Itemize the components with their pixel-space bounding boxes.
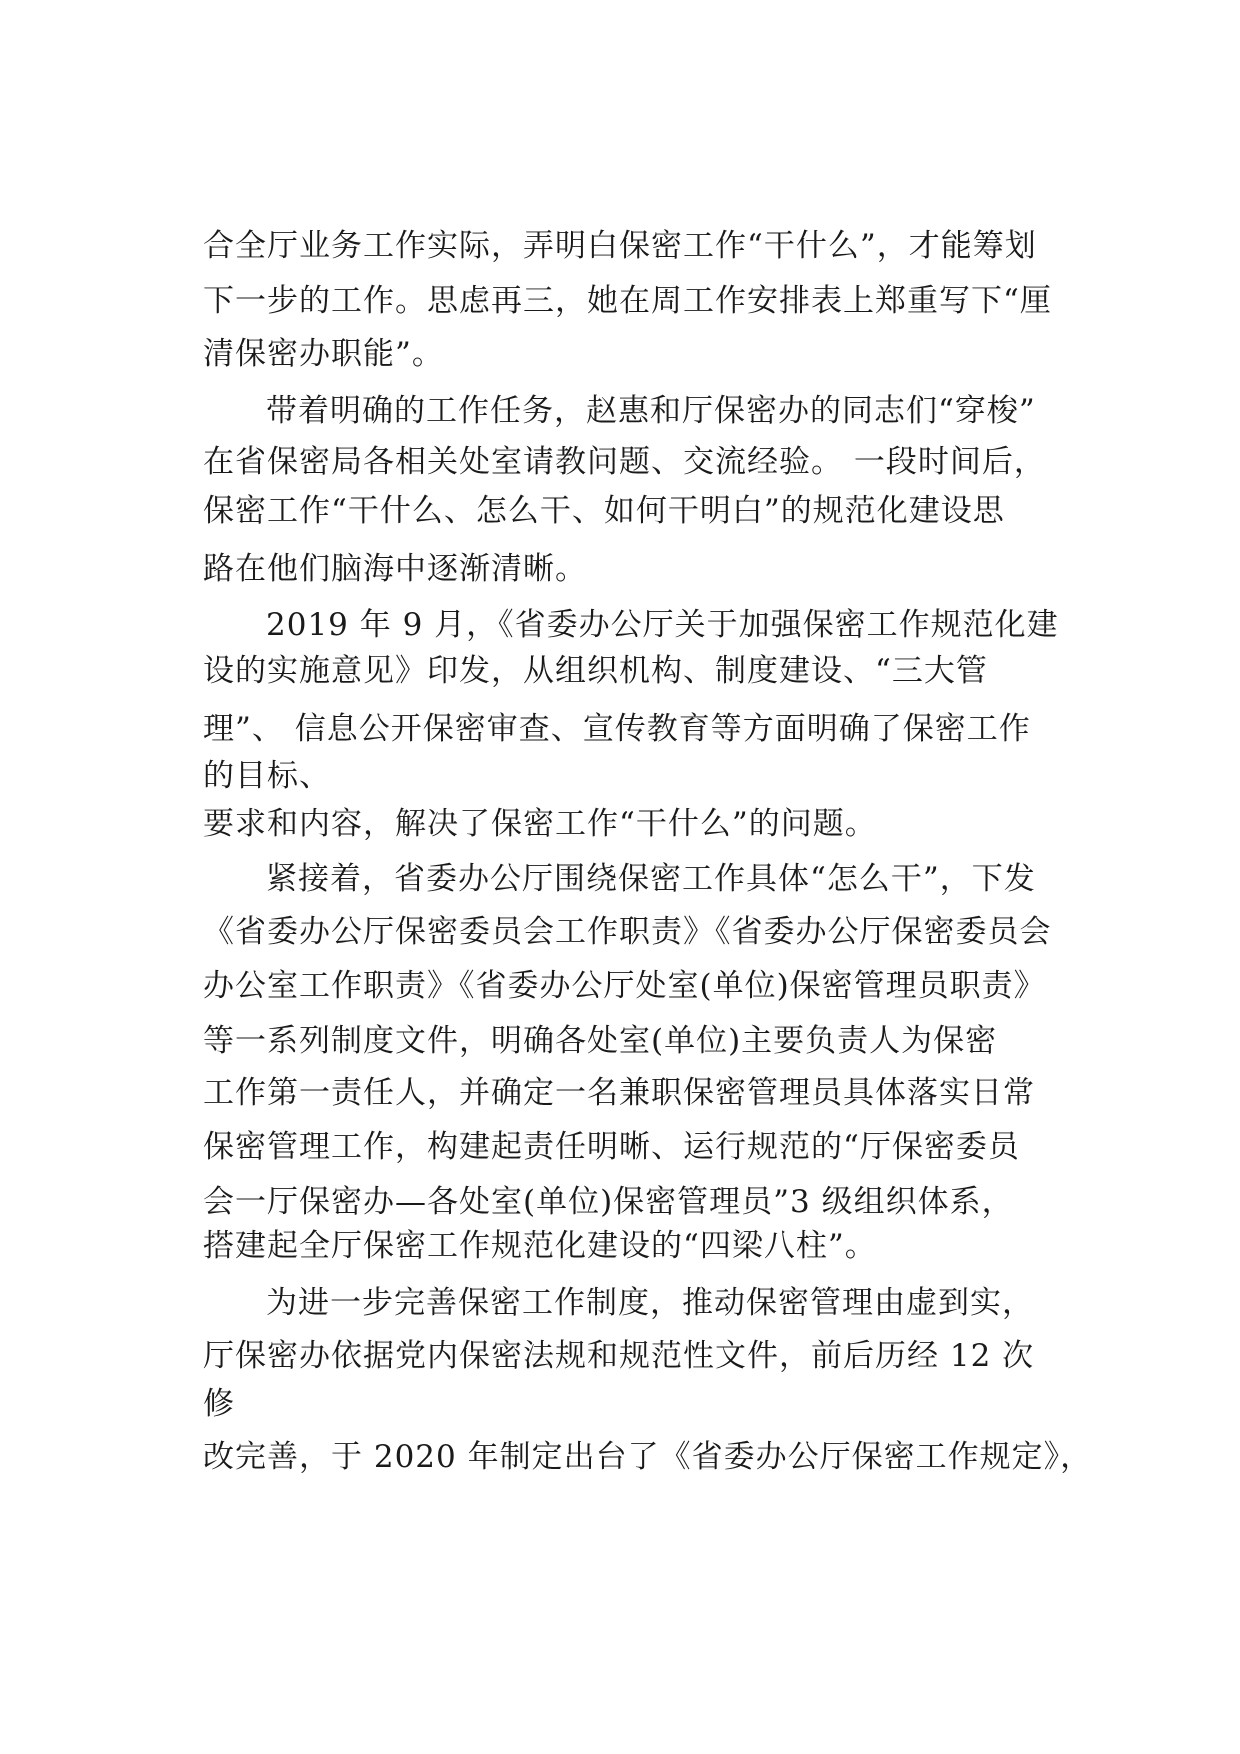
paragraph-start: 2019 年 9 月，《省委办公厅关于加强保密工作规范化建: [266, 607, 1059, 643]
body-text-line: 路在他们脑海中逐渐清晰。: [203, 551, 587, 587]
body-text-line: 保密工作“干什么、怎么干、如何干明白”的规范化建设思: [203, 493, 1005, 529]
body-text-line: 在省保密局各相关处室请教问题、交流经验。 一段时间后，: [203, 444, 1046, 480]
body-text-line: 合全厅业务工作实际，弄明白保密工作“干什么”，才能筹划: [203, 228, 1037, 264]
paragraph-start: 紧接着，省委办公厅围绕保密工作具体“怎么干”，下发: [266, 861, 1036, 897]
paragraph-start: 带着明确的工作任务，赵惠和厅保密办的同志们“穿梭”: [266, 393, 1036, 429]
body-text-line: 保密管理工作，构建起责任明晰、运行规范的“厅保密委员: [203, 1129, 1020, 1165]
body-text-line: 要求和内容，解决了保密工作“干什么”的问题。: [203, 806, 877, 842]
body-text-line: 《省委办公厅保密委员会工作职责》《省委办公厅保密委员会: [203, 914, 1052, 950]
paragraph-start: 为进一步完善保密工作制度，推动保密管理由虚到实，: [266, 1285, 1034, 1321]
body-text-line: 办公室工作职责》《省委办公厅处室(单位)保密管理员职责》: [203, 968, 1046, 1004]
body-text-line: 改完善，于 2020 年制定出台了《省委办公厅保密工作规定》，: [203, 1439, 1093, 1475]
body-text-line: 修: [203, 1386, 235, 1422]
body-text-line: 设的实施意见》印发，从组织机构、制度建设、“三大管: [203, 653, 988, 689]
body-text-line: 理”、 信息公开保密审查、宣传教育等方面明确了保密工作: [203, 711, 1031, 747]
body-text-line: 等一系列制度文件，明确各处室(单位)主要负责人为保密: [203, 1023, 998, 1059]
body-text-line: 厅保密办依据党内保密法规和规范性文件，前后历经 12 次: [203, 1338, 1035, 1374]
body-text-line: 搭建起全厅保密工作规范化建设的“四梁八柱”。: [203, 1228, 877, 1264]
body-text-line: 下一步的工作。思虑再三，她在周工作安排表上郑重写下“厘: [203, 283, 1052, 319]
body-text-line: 工作第一责任人，并确定一名兼职保密管理员具体落实日常: [203, 1075, 1035, 1111]
body-text-line: 会一厅保密办—各处室(单位)保密管理员”3 级组织体系，: [203, 1184, 1014, 1220]
body-text-line: 的目标、: [203, 758, 331, 794]
body-text-line: 清保密办职能”。: [203, 336, 444, 372]
